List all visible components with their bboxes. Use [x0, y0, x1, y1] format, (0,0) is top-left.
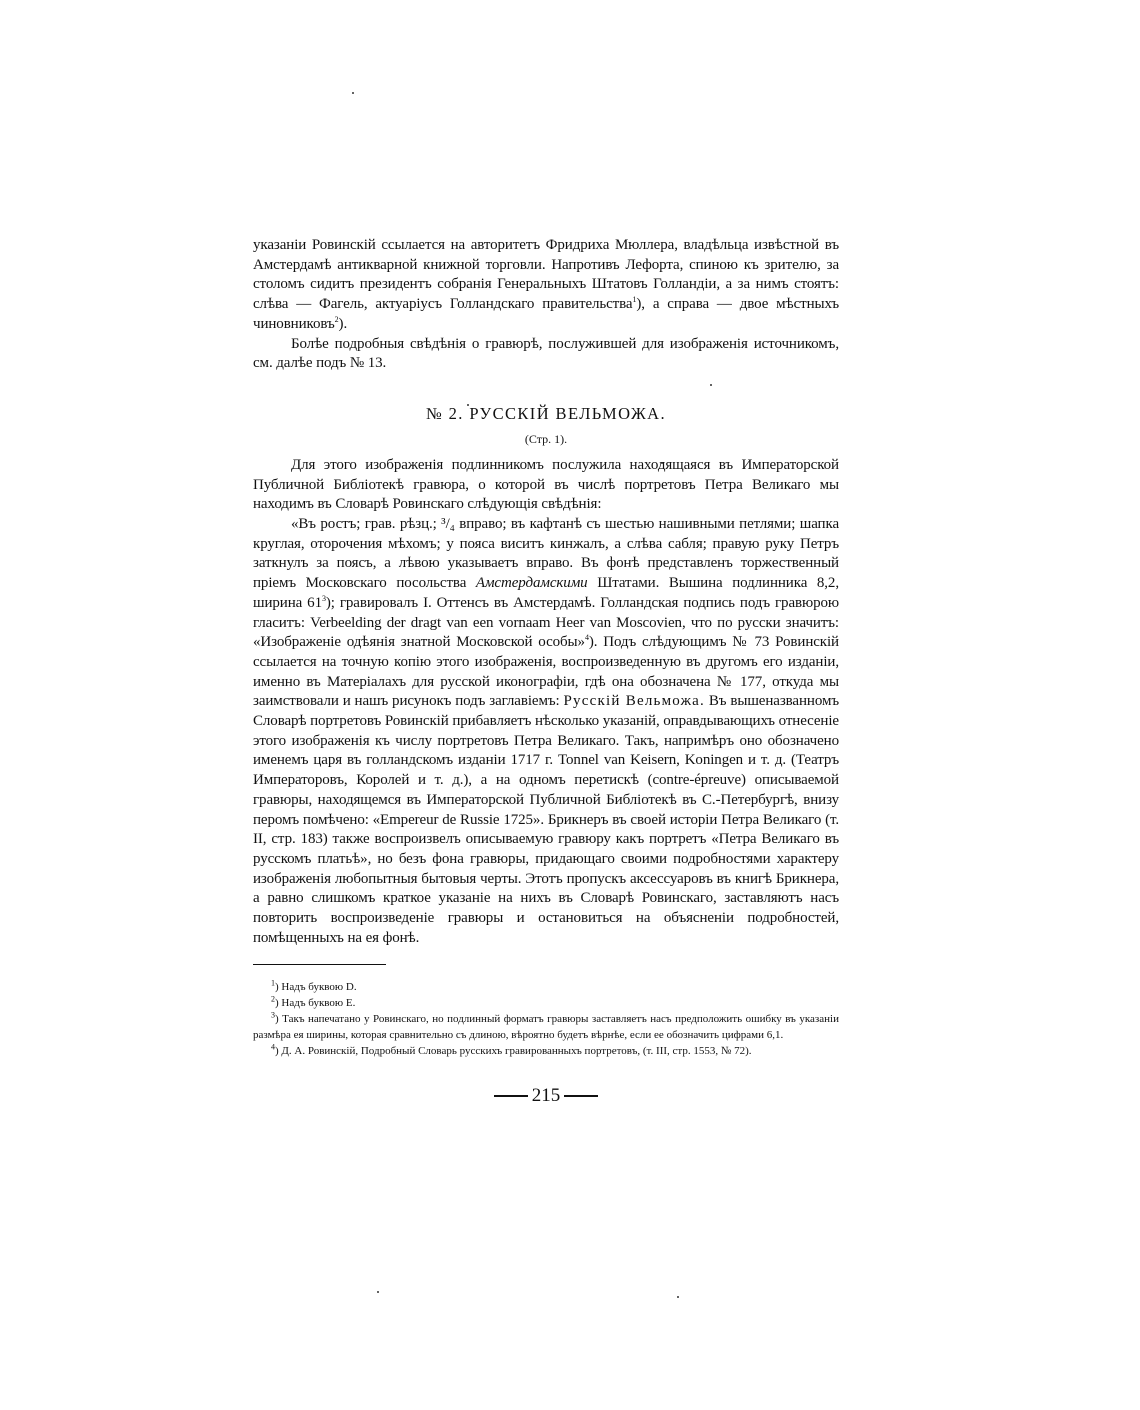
footnote-mark: 4	[271, 1041, 275, 1051]
intro-paragraph-1-text: указаніи Ровинскій ссылается на авторитетъ Фридриха Мюллера, владѣльца извѣстной въ Амстердамѣ антикварной книжной торговли. Напротивъ Лефорта, спиною къ зрителю, за столомъ сидитъ президентъ собранія Генеральныхъ Штатовъ Голландіи, а за нимъ стоятъ: слѣва — Фагель, актуаріусъ Голландскаго правительства	[253, 237, 839, 313]
footnotes	[253, 979, 839, 1059]
footnote-text: ) Надъ буквою E.	[275, 996, 356, 1009]
italic-term: Амстердамскими	[475, 575, 588, 592]
document-page	[253, 236, 839, 1107]
footnote-mark: 2	[271, 993, 275, 1003]
body-paragraph-2-part-c: ); гравировалъ I. Оттенсъ въ Амстердамѣ. Голландская подпись подъ гравюрою гласитъ: Verbeelding der dragt van een vornaam Heer van Moscovien, что по русски значитъ: «Изображеніе одѣянія знатной Московской особы»	[253, 594, 839, 651]
folio-dash-left	[494, 1095, 528, 1097]
scan-speck	[677, 1296, 679, 1298]
footnote-ref-3: 3	[321, 593, 326, 603]
body-paragraph-2-part-d: ). Подъ слѣдующимъ № 73 Ровинскій ссылается на точную копію этого изображенія, воспроизведенную въ другомъ его изданіи, именно въ Матеріалахъ для русской иконографіи, гдѣ она обозначена № 177, откуда мы заимствовали и нашъ рисунокъ подъ заглавіемъ:	[253, 634, 839, 710]
body-paragraph-2	[253, 515, 839, 948]
footnote-mark: 3	[271, 1009, 275, 1019]
footnote-ref-2: 2	[334, 314, 339, 324]
scan-speck	[352, 92, 354, 94]
footnote-4	[253, 1043, 839, 1059]
body-paragraph-1: Для этого изображенія подлинникомъ послужила находящаяся въ Императорской Публичной Библіотекѣ гравюра, о которой въ числѣ портретовъ Петра Великаго мы находимъ въ Словарѣ Ровинскаго слѣдующія свѣдѣнія:	[253, 456, 839, 513]
intro-paragraph-1-end: ).	[338, 315, 348, 332]
page-number-block	[253, 1085, 839, 1107]
body-paragraph-2-part-a: «Въ ростъ; грав. рѣзц.; ³/₄ вправо; въ кафтанѣ съ шестью нашивными петлями; шапка круглая, оторочения мѣхомъ; у пояса виситъ кинжалъ, а слѣва сабля; правую руку Петръ заткнулъ за поясъ, а лѣвою указываетъ вправо. Въ фонѣ представленъ торжественный пріемъ Московскаго посольства	[253, 516, 839, 592]
footnote-2	[253, 995, 839, 1011]
footnote-ref-1: 1	[632, 295, 637, 305]
footnote-ref-4: 4	[584, 633, 589, 643]
body-paragraph-2-part-b: Штатами. Вышина подлинника 8,2, ширина 61	[253, 575, 839, 611]
scan-speck	[377, 1291, 379, 1293]
footnote-text: ) Д. А. Ровинскій, Подробный Словарь русскихъ гравированныхъ портретовъ, (т. III, стр. 1553, № 72).	[275, 1044, 752, 1057]
footnote-1	[253, 979, 839, 995]
footnote-mark: 1	[271, 977, 275, 987]
section-heading: № 2. РУССКІЙ ВЕЛЬМОЖА.	[425, 403, 667, 423]
section-subheading: (Стр. 1).	[524, 431, 568, 446]
spaced-title: Русскій Вельможа.	[563, 693, 705, 710]
footnote-text: ) Такъ напечатано у Ровинскаго, но подлинный форматъ гравюры заставляетъ насъ предположить ошибку въ указаніи размѣра ея ширины, которая сравнительно съ длиною, вѣроятно будетъ вѣрнѣе, если ее обозначить цифрами 6,1.	[253, 1012, 839, 1041]
intro-paragraph-1-tail: ), а справа — двое мѣстныхъ чиновниковъ	[253, 296, 839, 332]
footnote-3	[253, 1011, 839, 1043]
intro-paragraph-2: Болѣе подробныя свѣдѣнія о гравюрѣ, послужившей для изображенія источникомъ, см. далѣе подъ № 13.	[253, 335, 839, 372]
footnote-divider	[253, 964, 386, 965]
folio-dash-right	[564, 1095, 598, 1097]
page-number: 215	[531, 1084, 561, 1106]
body-paragraph-2-part-e: Въ вышеназванномъ Словарѣ портретовъ Ровинскій прибавляетъ нѣсколько указаній, оправдывающихъ отнесеніе этого изображенія къ числу портретовъ Петра Великаго. Такъ, напримѣръ оно обозначено именемъ царя въ голландскомъ изданіи 1717 г. Tonnel van Keisern, Koningen и т. д. (Театръ Императоровъ, Королей и т. д.), а на одномъ перетискѣ (contre-épreuve) описываемой гравюры, находящемся въ Императорской Публичной Библіотекѣ въ С.-Петербургѣ, внизу перомъ помѣчено: «Empereur de Russie 1725». Брикнеръ въ своей исторіи Петра Великаго (т. II, стр. 183) также воспроизвелъ описываемую гравюру какъ портретъ «Петра Великаго въ русскомъ платьѣ», но безъ фона гравюры, придающаго своими подробностями характеру изображенія любопытныя бытовыя черты. Этотъ пропускъ аксессуаровъ въ книгѣ Брикнера, а равно слишкомъ краткое указаніе на нихъ въ Словарѣ Ровинскаго, заставляютъ насъ повторить воспроизведеніе гравюры и остановиться на объясненіи подробностей, помѣщенныхъ на ея фонѣ.	[253, 693, 840, 946]
footnote-text: ) Надъ буквою D.	[275, 980, 357, 993]
intro-paragraph-1	[253, 236, 839, 335]
